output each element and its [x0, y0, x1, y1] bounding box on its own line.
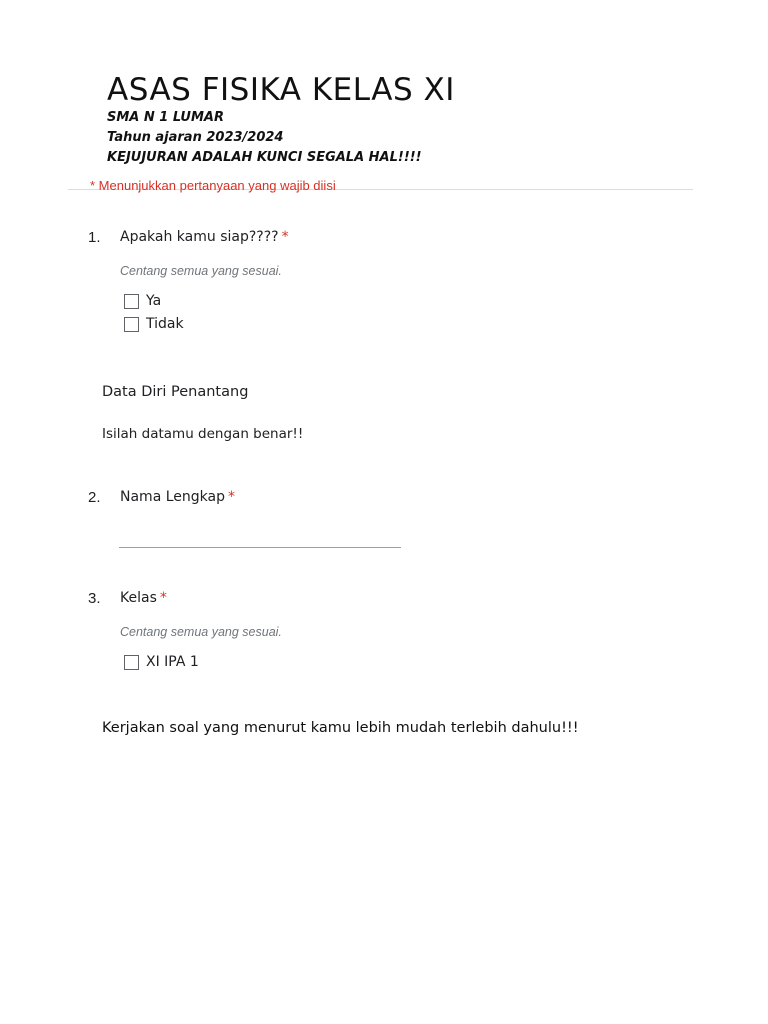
required-asterisk: *	[281, 229, 289, 245]
question-3-text: Kelas	[120, 590, 157, 606]
option-ya[interactable]	[124, 293, 161, 309]
option-xi-ipa-1[interactable]	[124, 654, 199, 670]
question-2-text: Nama Lengkap	[120, 489, 225, 505]
checkbox-ya[interactable]	[124, 294, 139, 309]
section-description: Isilah datamu dengan benar!!	[102, 426, 304, 442]
required-note: * Menunjukkan pertanyaan yang wajib diisi	[90, 178, 336, 193]
question-1-number: 1.	[88, 229, 101, 246]
section-title: Data Diri Penantang	[102, 384, 249, 400]
required-asterisk: *	[227, 489, 235, 505]
question-3-title	[120, 590, 167, 606]
required-asterisk: *	[159, 590, 167, 606]
question-2-title	[120, 489, 235, 505]
option-label-tidak: Tidak	[146, 316, 184, 332]
form-description-year: Tahun ajaran 2023/2024	[107, 130, 284, 145]
nama-lengkap-input[interactable]	[119, 547, 401, 548]
closing-instruction: Kerjakan soal yang menurut kamu lebih mudah terlebih dahulu!!!	[102, 720, 579, 736]
checkbox-xi-ipa-1[interactable]	[124, 655, 139, 670]
question-1-title	[120, 229, 289, 245]
question-3-number: 3.	[88, 590, 101, 607]
question-3-hint: Centang semua yang sesuai.	[120, 625, 282, 639]
question-2-number: 2.	[88, 489, 101, 506]
form-description-motto: KEJUJURAN ADALAH KUNCI SEGALA HAL!!!!	[107, 150, 422, 165]
option-label-xi-ipa-1: XI IPA 1	[146, 654, 199, 670]
option-tidak[interactable]	[124, 316, 184, 332]
form-description-school: SMA N 1 LUMAR	[107, 110, 224, 125]
question-1-hint: Centang semua yang sesuai.	[120, 264, 282, 278]
option-label-ya: Ya	[146, 293, 162, 309]
question-1-text: Apakah kamu siap????	[120, 229, 279, 245]
checkbox-tidak[interactable]	[124, 317, 139, 332]
form-title: ASAS FISIKA KELAS XI	[107, 72, 455, 108]
